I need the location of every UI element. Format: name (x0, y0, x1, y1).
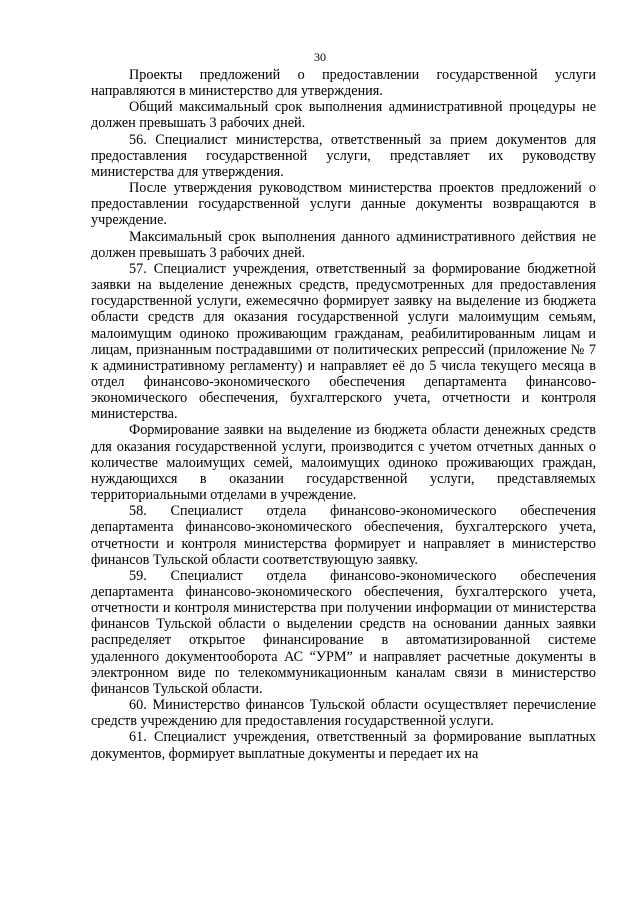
paragraph: Проекты предложений о предоставлении государственной услуги направляются в министерство для утверждения. (91, 67, 596, 100)
paragraph: 56. Специалист министерства, ответственный за прием документов для предоставления государственной услуги, представляет их руководству министерства для утверждения. (91, 131, 596, 180)
paragraph: 59. Специалист отдела финансово-экономического обеспечения департамента финансово-экономического обеспечения, бухгалтерского учета, отчетности и контроля министерства при получении информации от министерства финансов Тульской области о выделении средств на основании данных заявки распределяет открытое финансирование в автоматизированной системе удаленного документооборота АС “УРМ” и направляет расчетные документы в электронном виде по телекоммуникационным каналам связи в министерство финансов Тульской области. (91, 567, 596, 697)
paragraph: Формирование заявки на выделение из бюджета области денежных средств для оказания государственной услуги, производится с учетом отчетных данных о количестве малоимущих семей, малоимущих одиноко проживающих граждан, нуждающихся в оказании государственной услуги, представляемых территориальными отделами в учреждение. (91, 422, 596, 504)
paragraph: Общий максимальный срок выполнения административной процедуры не должен превышать 3 рабочих дней. (91, 99, 596, 132)
paragraph: 57. Специалист учреждения, ответственный за формирование бюджетной заявки на выделение денежных средств, предусмотренных для предоставления государственной услуги, ежемесячно формирует заявку на выделение из бюджета области средств для оказания государственной услуги малоимущим семьям, малоимущим одиноко проживающим гражданам, реабилитированным лицам и лицам, признанным пострадавшими от политических репрессий (приложение № 7 к административному регламенту) и направляет её до 5 числа текущего месяца в отдел финансово-экономического обеспечения департамента финансово-экономического обеспечения, бухгалтерского учета, отчетности и контроля министерства. (91, 260, 596, 423)
page-number: 30 (314, 50, 326, 64)
paragraph: 58. Специалист отдела финансово-экономического обеспечения департамента финансово-экономического обеспечения, бухгалтерского учета, отчетности и контроля министерства формирует и направляет в министерство финансов Тульской области соответствующую заявку. (91, 503, 596, 568)
paragraph: 61. Специалист учреждения, ответственный за формирование выплатных документов, формирует выплатные документы и передает их на (91, 729, 596, 762)
paragraph: После утверждения руководством министерства проектов предложений о предоставлении государственной услуги данные документы возвращаются в учреждение. (91, 180, 596, 229)
document-body (91, 67, 596, 762)
paragraph: Максимальный срок выполнения данного административного действия не должен превышать 3 рабочих дней. (91, 228, 596, 261)
paragraph: 60. Министерство финансов Тульской области осуществляет перечисление средств учреждению для предоставления государственной услуги. (91, 697, 596, 730)
